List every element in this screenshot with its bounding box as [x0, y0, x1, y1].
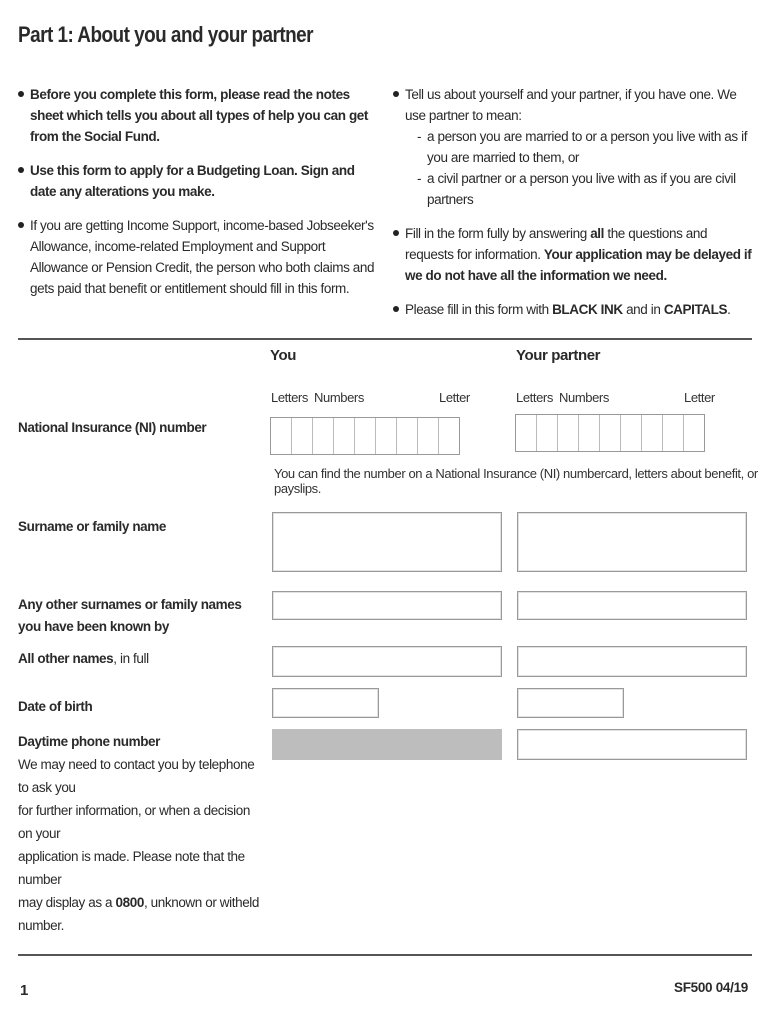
phone-input-you-disabled	[272, 729, 502, 760]
partner-definition-married: - a person you are married to or a person you live with as if you are married to them, or	[417, 129, 748, 165]
bullet-icon	[393, 230, 399, 236]
other-surnames-input-you[interactable]	[272, 591, 502, 620]
intro-bullet-partner: Tell us about yourself and your partner, if you have one. We use partner to mean: - a person you are married to or a person you live with as if you are married to them, or - a civil partner or a person you live with as if you are civil partners	[393, 84, 755, 210]
ni-number-input-you[interactable]	[270, 417, 460, 455]
column-header-you: You	[270, 347, 297, 364]
intro-bullet-black-ink: Please fill in this form with BLACK INK and in CAPITALS.	[393, 299, 755, 320]
dob-input-partner[interactable]	[517, 688, 624, 718]
intro-bullet-budgeting-loan: Use this form to apply for a Budgeting Loan. Sign and date any alterations you make.	[18, 160, 380, 202]
surname-label: Surname or family name	[18, 519, 167, 534]
bullet-icon	[18, 167, 24, 173]
surname-input-partner[interactable]	[517, 512, 747, 572]
page-number: 1	[20, 982, 29, 999]
other-names-input-you[interactable]	[272, 646, 502, 677]
intro-bullet-who-fills: If you are getting Income Support, income-based Jobseeker's Allowance, income-related Employment and Support Allowance or Pension Credit, the person who both claims and gets paid that benefit or entitlement should fill in this form.	[18, 215, 380, 299]
ni-number-label: National Insurance (NI) number	[18, 420, 207, 435]
column-header-partner: Your partner	[516, 347, 601, 364]
dob-label: Date of birth	[18, 699, 93, 714]
bullet-icon	[18, 91, 24, 97]
bullet-icon	[393, 91, 399, 97]
surname-input-you[interactable]	[272, 512, 502, 572]
ni-numbers-label-partner: Numbers	[559, 390, 609, 405]
ni-letters-label-partner: Letters	[516, 390, 553, 405]
ni-letter-label-you: Letter	[439, 390, 470, 405]
other-surnames-label: Any other surnames or family names you have been known by	[18, 597, 242, 634]
footer-divider	[18, 954, 752, 956]
dob-input-you[interactable]	[272, 688, 379, 718]
intro-bullet-fill-fully: Fill in the form fully by answering all the questions and requests for information. Your application may be delayed if we do not have all the information we need.	[393, 223, 755, 286]
other-names-label: All other names, in full	[18, 651, 149, 666]
intro-bullet-notes: Before you complete this form, please read the notes sheet which tells you about all types of help you can get from the Social Fund.	[18, 84, 380, 147]
page-title: Part 1: About you and your partner	[18, 22, 314, 47]
ni-number-input-partner[interactable]	[515, 414, 705, 452]
bullet-icon	[18, 222, 24, 228]
ni-letters-label-you: Letters	[271, 390, 308, 405]
section-divider	[18, 338, 752, 340]
other-surnames-input-partner[interactable]	[517, 591, 747, 620]
intro-left	[18, 84, 380, 312]
ni-help-text: You can find the number on a National Insurance (NI) numbercard, letters about benefit, or payslips.	[274, 466, 758, 496]
phone-input-partner[interactable]	[517, 729, 747, 760]
ni-numbers-label-you: Numbers	[314, 390, 364, 405]
form-code: SF500 04/19	[673, 980, 748, 995]
ni-letter-label-partner: Letter	[684, 390, 715, 405]
other-names-input-partner[interactable]	[517, 646, 747, 677]
bullet-icon	[393, 306, 399, 312]
partner-definition-civil: - a civil partner or a person you live with as if you are civil partners	[417, 171, 736, 207]
phone-label: Daytime phone number	[18, 734, 161, 749]
intro-right	[393, 84, 755, 333]
phone-help-text: We may need to contact you by telephone to ask you for further information, or when a decision on your application is made. Please note that the number may display as a 0800, unknown or witheld number.	[18, 757, 260, 933]
